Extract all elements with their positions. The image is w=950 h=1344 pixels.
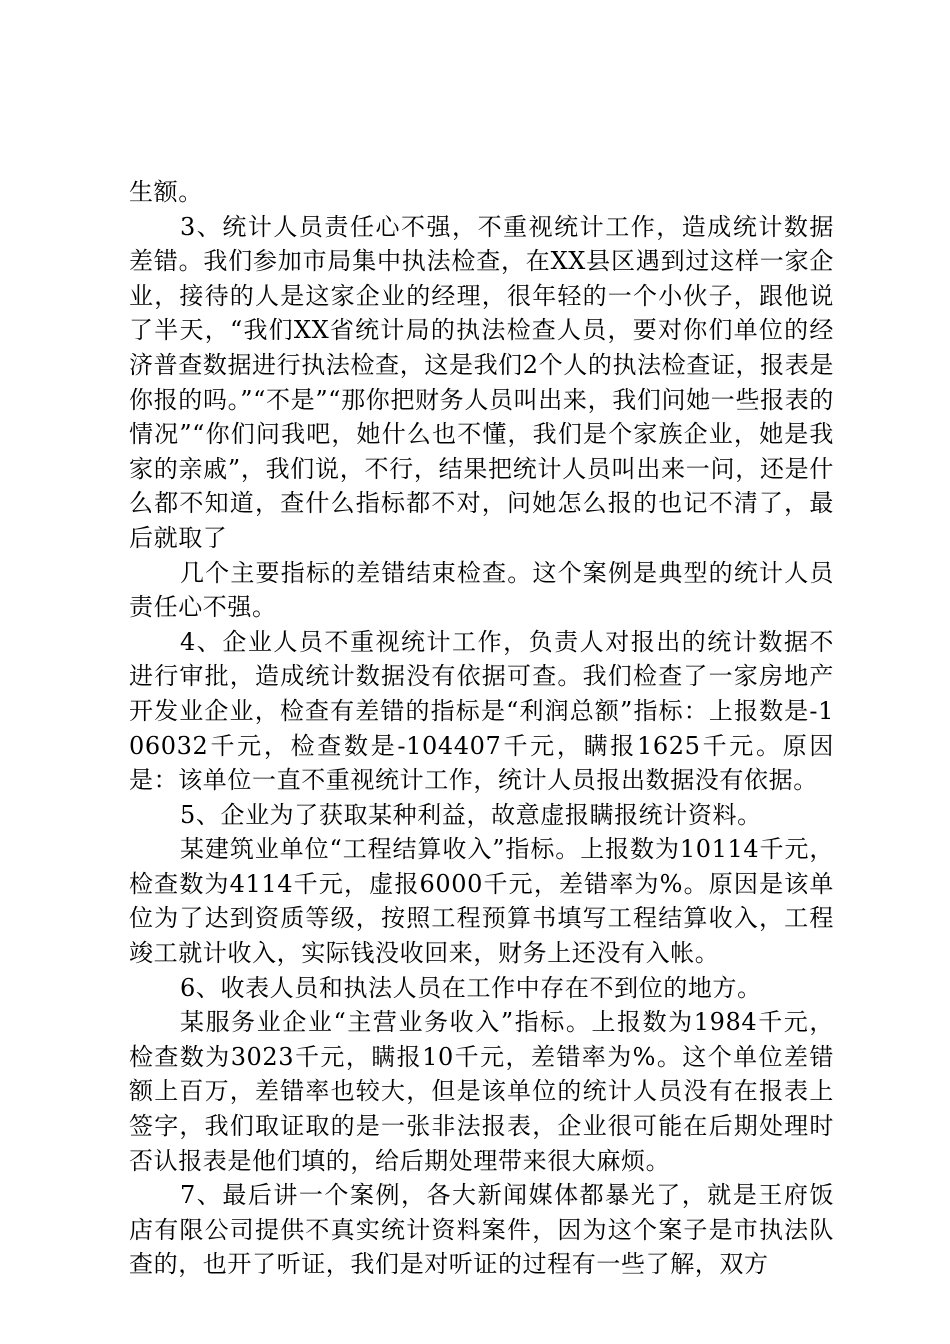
paragraph-continuation: 生额。: [129, 178, 203, 206]
paragraph-item-6-case: 某服务业企业“主营业务收入”指标。上报数为1984千元，检查数为3023千元，瞒报10千元，差错率为%。这个单位差错额上百万，差错率也较大，但是该单位的统计人员没有在报表上签字，我们取证取的是一张非法报表，企业很可能在后期处理时否认报表是他们填的，给后期处理带来很大麻烦。: [129, 1008, 834, 1175]
paragraph-item-5-case: 某建筑业单位“工程结算收入”指标。上报数为10114千元，检查数为4114千元，虚报6000千元，差错率为%。原因是该单位为了达到资质等级，按照工程预算书填写工程结算收入，工程竣工就计收入，实际钱没收回来，财务上还没有入帐。: [129, 835, 834, 968]
paragraph-item-6: 6、收表人员和执法人员在工作中存在不到位的地方。: [180, 973, 762, 1002]
paragraph-item-5: 5、企业为了获取某种利益，故意虚报瞒报统计资料。: [180, 800, 762, 829]
paragraph-item-7: 7、最后讲一个案例，各大新闻媒体都暴光了，就是王府饭店有限公司提供不真实统计资料案件，因为这个案子是市执法队查的，也开了听证，我们是对听证的过程有一些了解，双方: [129, 1181, 834, 1279]
paragraph-item-3-conclusion: 几个主要指标的差错结束检查。这个案例是典型的统计人员责任心不强。: [129, 558, 834, 622]
paragraph-item-3: 3、统计人员责任心不强，不重视统计工作，造成统计数据差错。我们参加市局集中执法检查，在XX县区遇到过这样一家企业，接待的人是这家企业的经理，很年轻的一个小伙子，跟他说了半天，“我们XX省统计局的执法检查人员，要对你们单位的经济普查数据进行执法检查，这是我们2个人的执法检查证，报表是你报的吗。”“不是”“那你把财务人员叫出来，我们问她一些报表的情况”“你们问我吧，她什么也不懂，我们是个家族企业，她是我家的亲戚”，我们说，不行，结果把统计人员叫出来一问，还是什么都不知道，查什么指标都不对，问她怎么报的也记不清了，最后就取了: [129, 212, 834, 552]
document-body: [129, 175, 834, 1282]
paragraph-item-4: 4、企业人员不重视统计工作，负责人对报出的统计数据不进行审批，造成统计数据没有依据可查。我们检查了一家房地产开发业企业，检查有差错的指标是“利润总额”指标：上报数是-106032千元，检查数是-104407千元，瞒报1625千元。原因是：该单位一直不重视统计工作，统计人员报出数据没有依据。: [129, 627, 834, 795]
